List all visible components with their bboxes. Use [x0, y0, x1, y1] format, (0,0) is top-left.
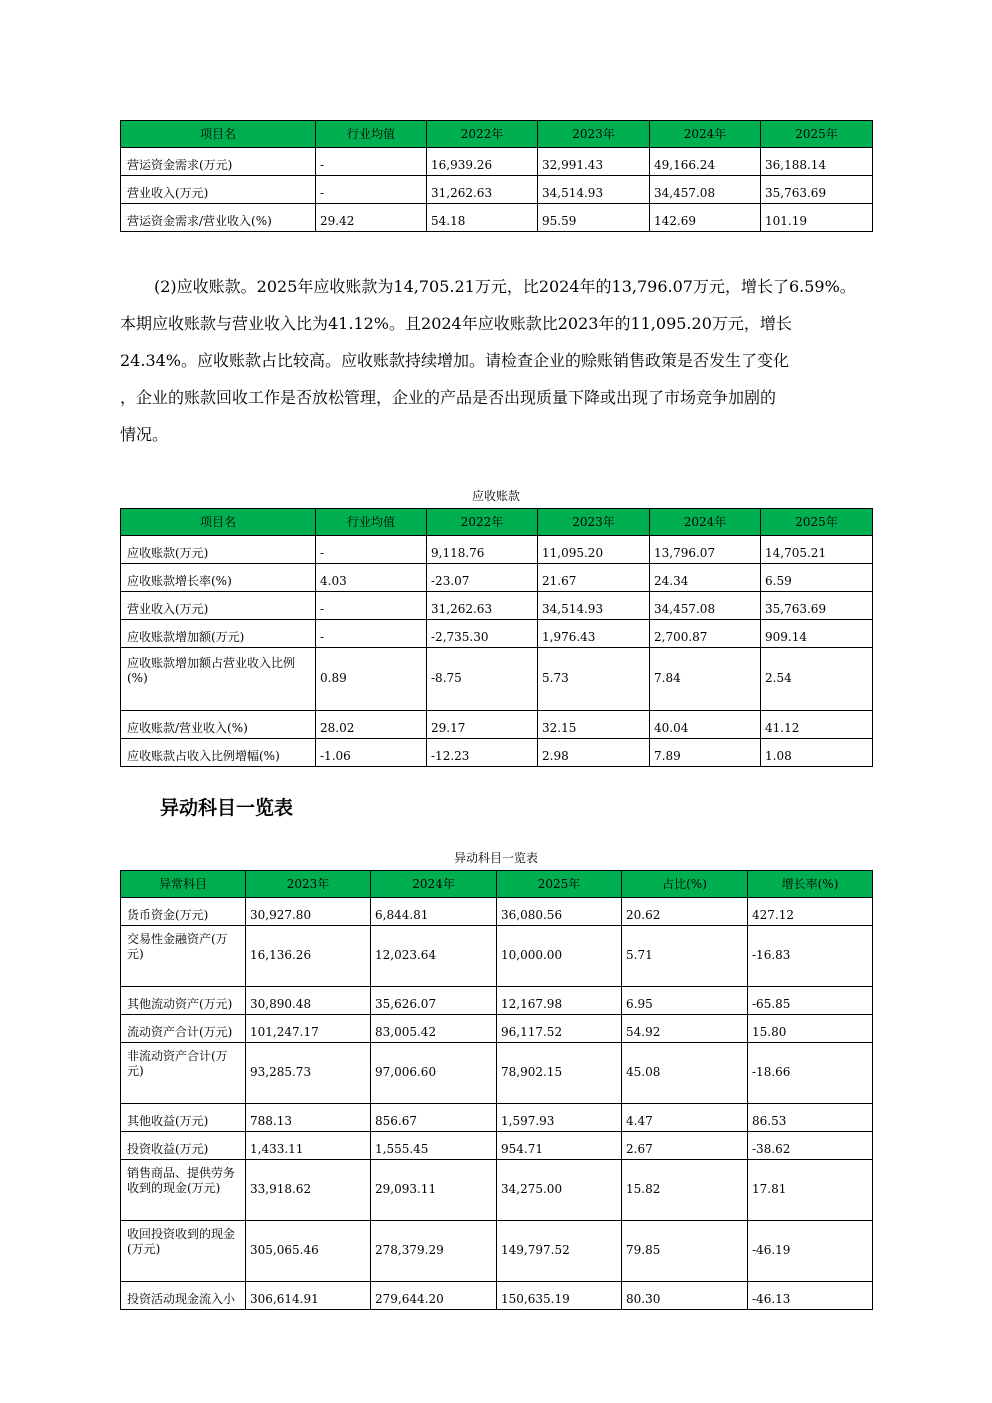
table-cell: 41.12 — [761, 711, 873, 739]
table-cell: 35,763.69 — [761, 176, 873, 204]
column-header: 项目名 — [121, 509, 316, 536]
receivables-analysis-paragraph — [120, 268, 880, 453]
table-cell: - — [316, 148, 427, 176]
paragraph-line: 情况。 — [120, 425, 169, 444]
table-cell: 101.19 — [761, 204, 873, 232]
column-header: 2025年 — [761, 121, 873, 148]
table-cell: 35,763.69 — [761, 592, 873, 620]
table-cell: - — [316, 176, 427, 204]
row-label: 交易性金融资产(万元) — [121, 926, 246, 987]
table-cell: 788.13 — [246, 1104, 371, 1132]
table-row — [121, 1104, 873, 1132]
table-cell: -46.13 — [748, 1282, 873, 1310]
table-cell: 45.08 — [622, 1043, 748, 1104]
row-label: 投资活动现金流入小 — [121, 1282, 246, 1310]
paragraph-line: 本期应收账款与营业收入比为41.12%。且2024年应收账款比2023年的11,095.20万元，增长 — [120, 314, 792, 333]
table-cell: -18.66 — [748, 1043, 873, 1104]
row-label: 应收账款增加额(万元) — [121, 620, 316, 648]
table-cell: 86.53 — [748, 1104, 873, 1132]
table-cell: 21.67 — [538, 564, 650, 592]
table-cell: 36,188.14 — [761, 148, 873, 176]
table-row — [121, 1015, 873, 1043]
row-label: 应收账款占收入比例增幅(%) — [121, 739, 316, 767]
row-label: 营业收入(万元) — [121, 592, 316, 620]
table-cell: -16.83 — [748, 926, 873, 987]
table-cell: 12,167.98 — [497, 987, 622, 1015]
row-label: 其他收益(万元) — [121, 1104, 246, 1132]
table-row — [121, 1160, 873, 1221]
table-row — [121, 898, 873, 926]
table-cell: -1.06 — [316, 739, 427, 767]
column-header: 2024年 — [650, 121, 761, 148]
table-cell: 80.30 — [622, 1282, 748, 1310]
table-row — [121, 176, 873, 204]
table-cell: 29.17 — [427, 711, 538, 739]
working-capital-table — [120, 120, 873, 232]
column-header: 异常科目 — [121, 871, 246, 898]
table-cell: 1,555.45 — [371, 1132, 497, 1160]
column-header: 2022年 — [427, 509, 538, 536]
table-cell: 2.67 — [622, 1132, 748, 1160]
table-cell: 15.80 — [748, 1015, 873, 1043]
table-cell: 306,614.91 — [246, 1282, 371, 1310]
table-row — [121, 711, 873, 739]
table-cell: 101,247.17 — [246, 1015, 371, 1043]
table-row — [121, 1132, 873, 1160]
table-cell: 34,275.00 — [497, 1160, 622, 1221]
table-cell: - — [316, 536, 427, 564]
table-cell: 32,991.43 — [538, 148, 650, 176]
row-label: 货币资金(万元) — [121, 898, 246, 926]
column-header: 2025年 — [761, 509, 873, 536]
row-label: 营运资金需求/营业收入(%) — [121, 204, 316, 232]
table-cell: 9,118.76 — [427, 536, 538, 564]
table-cell: 20.62 — [622, 898, 748, 926]
table-cell: 142.69 — [650, 204, 761, 232]
table-row — [121, 148, 873, 176]
table-cell: 2.54 — [761, 648, 873, 711]
section-heading: 异动科目一览表 — [160, 797, 294, 819]
table-row — [121, 592, 873, 620]
table-cell: 6.95 — [622, 987, 748, 1015]
table-row — [121, 620, 873, 648]
table-cell: 15.82 — [622, 1160, 748, 1221]
table-cell: 16,136.26 — [246, 926, 371, 987]
table-cell: 31,262.63 — [427, 592, 538, 620]
paragraph-line: (2)应收账款。2025年应收账款为14,705.21万元，比2024年的13,796.07万元，增长了6.59%。 — [154, 277, 856, 296]
row-label: 营业收入(万元) — [121, 176, 316, 204]
table-cell: 13,796.07 — [650, 536, 761, 564]
table-cell: 305,065.46 — [246, 1221, 371, 1282]
column-header: 2025年 — [497, 871, 622, 898]
row-label: 非流动资产合计(万元) — [121, 1043, 246, 1104]
table-cell: -2,735.30 — [427, 620, 538, 648]
table-cell: 1,976.43 — [538, 620, 650, 648]
anomaly-items-table — [120, 870, 873, 1310]
table-row — [121, 926, 873, 987]
row-label: 应收账款增加额占营业收入比例(%) — [121, 648, 316, 711]
table-cell: 14,705.21 — [761, 536, 873, 564]
paragraph-line: 24.34%。应收账款占比较高。应收账款持续增加。请检查企业的赊账销售政策是否发生了变化 — [120, 351, 790, 370]
table-cell: 34,457.08 — [650, 176, 761, 204]
table-cell: 30,890.48 — [246, 987, 371, 1015]
table-cell: 10,000.00 — [497, 926, 622, 987]
column-header: 2023年 — [246, 871, 371, 898]
table-row — [121, 564, 873, 592]
table-caption: 应收账款 — [471, 489, 520, 503]
table-cell: 93,285.73 — [246, 1043, 371, 1104]
table-row — [121, 648, 873, 711]
table-cell: 5.71 — [622, 926, 748, 987]
table-cell: 4.47 — [622, 1104, 748, 1132]
table-cell: 2,700.87 — [650, 620, 761, 648]
column-header: 行业均值 — [316, 509, 427, 536]
row-label: 应收账款(万元) — [121, 536, 316, 564]
table-cell: 97,006.60 — [371, 1043, 497, 1104]
table-cell: 34,514.93 — [538, 592, 650, 620]
table-row — [121, 204, 873, 232]
table-cell: 4.03 — [316, 564, 427, 592]
table-cell: 96,117.52 — [497, 1015, 622, 1043]
table-cell: 34,514.93 — [538, 176, 650, 204]
table-cell: 150,635.19 — [497, 1282, 622, 1310]
paragraph-line: ，企业的账款回收工作是否放松管理，企业的产品是否出现质量下降或出现了市场竞争加剧的 — [120, 388, 777, 407]
table-cell: 0.89 — [316, 648, 427, 711]
table-cell: 11,095.20 — [538, 536, 650, 564]
table-cell: 32.15 — [538, 711, 650, 739]
table-cell: 78,902.15 — [497, 1043, 622, 1104]
receivables-table — [120, 508, 873, 767]
column-header: 占比(%) — [622, 871, 748, 898]
table-cell: 24.34 — [650, 564, 761, 592]
row-label: 应收账款增长率(%) — [121, 564, 316, 592]
column-header: 2022年 — [427, 121, 538, 148]
table-cell: 16,939.26 — [427, 148, 538, 176]
table-cell: -8.75 — [427, 648, 538, 711]
table-cell: - — [316, 620, 427, 648]
table-cell: 29.42 — [316, 204, 427, 232]
table-cell: 856.67 — [371, 1104, 497, 1132]
row-label: 营运资金需求(万元) — [121, 148, 316, 176]
table-row — [121, 739, 873, 767]
column-header: 2024年 — [371, 871, 497, 898]
table-cell: -23.07 — [427, 564, 538, 592]
table-header-row — [121, 509, 873, 536]
table-cell: 1,433.11 — [246, 1132, 371, 1160]
table-cell: 12,023.64 — [371, 926, 497, 987]
table-header-row — [121, 871, 873, 898]
table-cell: 95.59 — [538, 204, 650, 232]
table-cell: 83,005.42 — [371, 1015, 497, 1043]
table-cell: 54.18 — [427, 204, 538, 232]
table-cell: 49,166.24 — [650, 148, 761, 176]
table-row — [121, 1282, 873, 1310]
table-row — [121, 536, 873, 564]
table-cell: 29,093.11 — [371, 1160, 497, 1221]
table-cell: -65.85 — [748, 987, 873, 1015]
table-cell: 2.98 — [538, 739, 650, 767]
table-cell: 279,644.20 — [371, 1282, 497, 1310]
table-row — [121, 1221, 873, 1282]
table-cell: 36,080.56 — [497, 898, 622, 926]
table-cell: 35,626.07 — [371, 987, 497, 1015]
table-cell: 33,918.62 — [246, 1160, 371, 1221]
column-header: 2024年 — [650, 509, 761, 536]
row-label: 销售商品、提供劳务收到的现金(万元) — [121, 1160, 246, 1221]
table-cell: 1,597.93 — [497, 1104, 622, 1132]
table-cell: -38.62 — [748, 1132, 873, 1160]
table-cell: - — [316, 592, 427, 620]
row-label: 收回投资收到的现金(万元) — [121, 1221, 246, 1282]
row-label: 投资收益(万元) — [121, 1132, 246, 1160]
table-cell: 7.84 — [650, 648, 761, 711]
table-cell: 28.02 — [316, 711, 427, 739]
table-cell: 17.81 — [748, 1160, 873, 1221]
row-label: 其他流动资产(万元) — [121, 987, 246, 1015]
table-row — [121, 1043, 873, 1104]
table-cell: 5.73 — [538, 648, 650, 711]
row-label: 流动资产合计(万元) — [121, 1015, 246, 1043]
table-cell: 6.59 — [761, 564, 873, 592]
table-cell: 954.71 — [497, 1132, 622, 1160]
column-header: 增长率(%) — [748, 871, 873, 898]
column-header: 行业均值 — [316, 121, 427, 148]
column-header: 2023年 — [538, 121, 650, 148]
table-cell: 1.08 — [761, 739, 873, 767]
table-cell: 149,797.52 — [497, 1221, 622, 1282]
table-cell: 54.92 — [622, 1015, 748, 1043]
table-cell: 34,457.08 — [650, 592, 761, 620]
table-cell: 6,844.81 — [371, 898, 497, 926]
column-header: 项目名 — [121, 121, 316, 148]
table-cell: 427.12 — [748, 898, 873, 926]
table-row — [121, 987, 873, 1015]
table-cell: -46.19 — [748, 1221, 873, 1282]
row-label: 应收账款/营业收入(%) — [121, 711, 316, 739]
table-cell: 40.04 — [650, 711, 761, 739]
column-header: 2023年 — [538, 509, 650, 536]
table-cell: -12.23 — [427, 739, 538, 767]
table-caption: 异动科目一览表 — [453, 851, 538, 865]
table-cell: 31,262.63 — [427, 176, 538, 204]
table-cell: 278,379.29 — [371, 1221, 497, 1282]
table-cell: 7.89 — [650, 739, 761, 767]
table-cell: 79.85 — [622, 1221, 748, 1282]
table-header-row — [121, 121, 873, 148]
table-cell: 30,927.80 — [246, 898, 371, 926]
table-cell: 909.14 — [761, 620, 873, 648]
